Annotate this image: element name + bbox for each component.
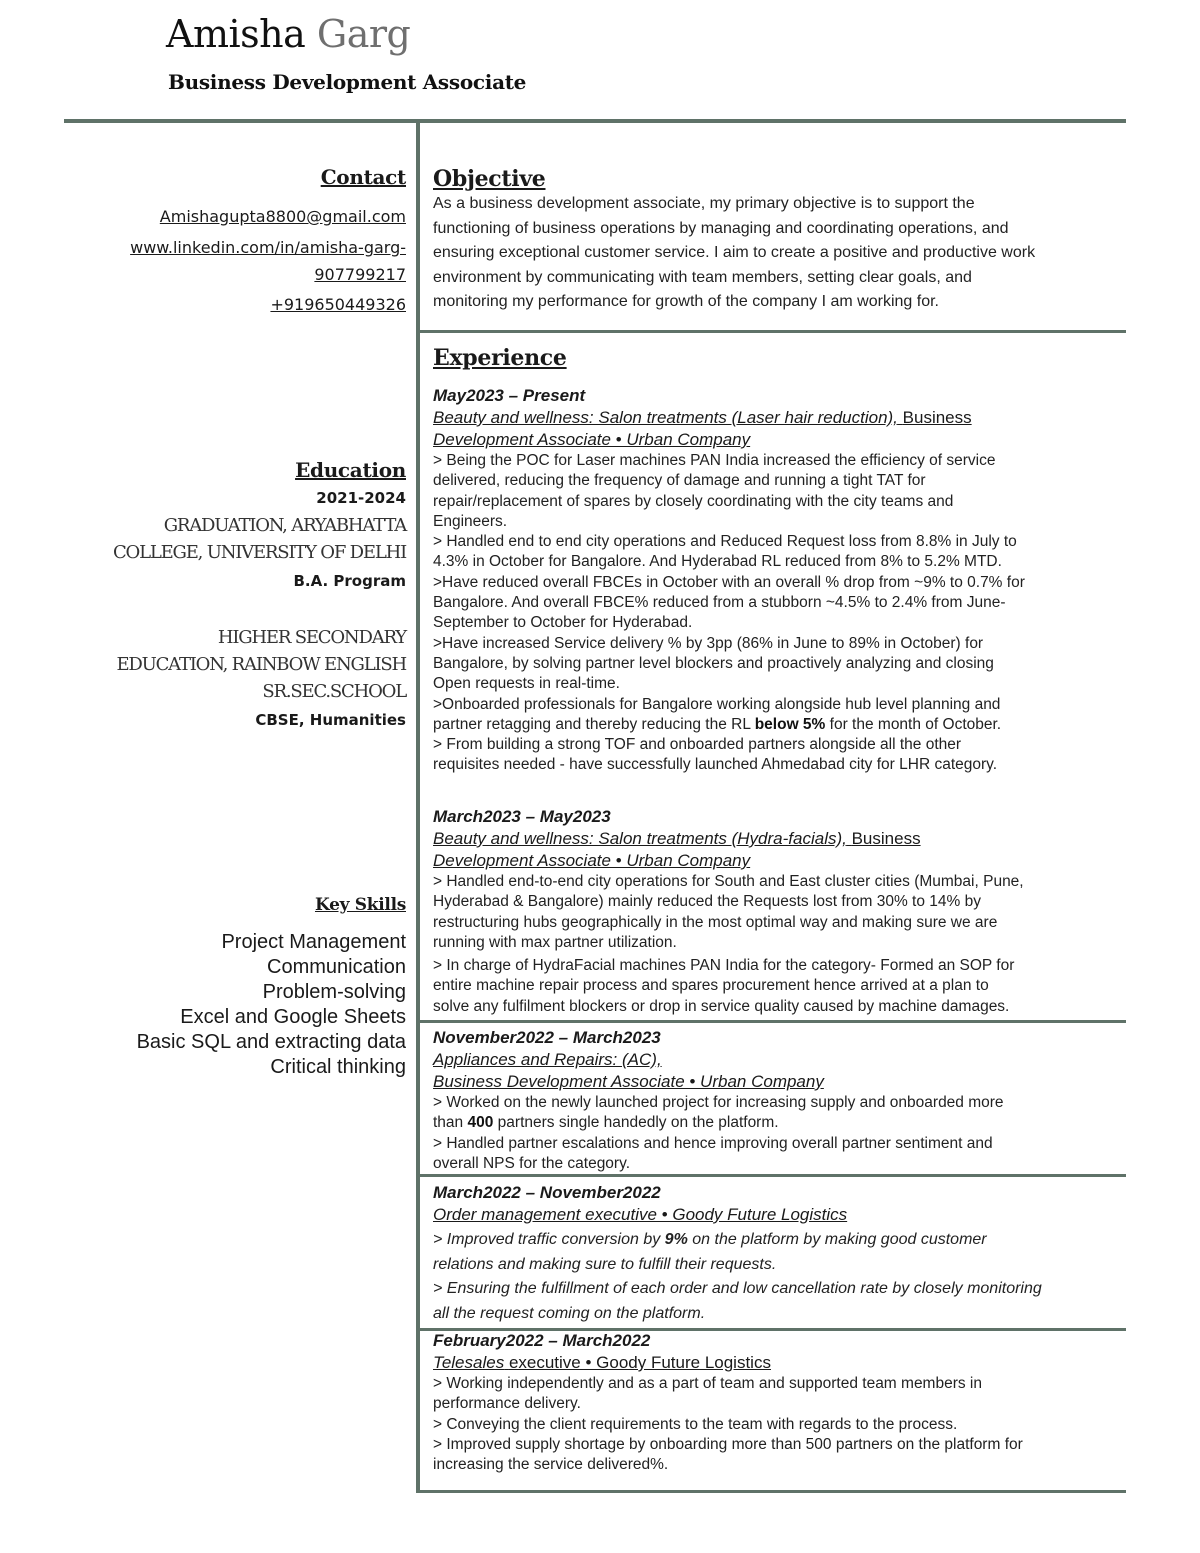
job-detail-line: September to October for Hyderabad. xyxy=(433,614,693,632)
job-title: Appliances and Repairs: (AC), xyxy=(433,1050,662,1069)
job-date: March2022 – November2022 xyxy=(433,1183,661,1202)
job-detail-line: overall NPS for the category. xyxy=(433,1154,630,1172)
job-title: Order management executive • Goody Future Logistics xyxy=(433,1205,848,1224)
job-date: May2023 – Present xyxy=(433,386,586,405)
job-title xyxy=(433,1352,1117,1374)
section-divider xyxy=(420,1020,1126,1023)
job-detail-line: > Improved supply shortage by onboarding more than 500 partners on the platform for xyxy=(433,1435,1023,1453)
objective-section xyxy=(433,166,1117,315)
last-name: Garg xyxy=(316,12,411,56)
skill-item: Critical thinking xyxy=(270,1056,406,1078)
skill-item: Basic SQL and extracting data xyxy=(136,1031,406,1053)
job-detail-line: repair/replacement of spares by closely coordinating with the city teams and xyxy=(433,492,954,510)
job-detail-line: requisites needed - have successfully launched Ahmedabad city for LHR category. xyxy=(433,756,998,774)
job-detail-line xyxy=(433,1113,1117,1133)
contact-heading: Contact xyxy=(320,165,406,189)
school-line: EDUCATION, RAINBOW ENGLISH xyxy=(116,654,406,675)
detail-text: partners single handedly on the platform. xyxy=(497,1114,779,1132)
job-detail-line: all the request coming on the platform. xyxy=(433,1304,706,1322)
header-divider xyxy=(64,119,1126,123)
column-divider xyxy=(416,123,420,1493)
job-entry xyxy=(433,1027,1117,1174)
job-detail-line: > Conveying the client requirements to the team with regards to the process. xyxy=(433,1415,958,1433)
college-line: COLLEGE, UNIVERSITY OF DELHI xyxy=(112,542,406,563)
job-entry xyxy=(433,1182,1117,1326)
job-detail-line: > Ensuring the fulfillment of each order and low cancellation rate by closely monitoring xyxy=(433,1280,1042,1297)
job-detail-line: > In charge of HydraFacial machines PAN India for the category- Formed an SOP for xyxy=(433,957,1015,975)
detail-text: for the month of October. xyxy=(829,715,1002,733)
school-line: SR.SEC.SCHOOL xyxy=(262,681,406,702)
job-detail-line: delivered, reducing the frequency of damage and running a tight TAT for xyxy=(433,472,926,490)
job-entry xyxy=(433,1330,1117,1475)
section-divider xyxy=(420,330,1126,333)
objective-line: monitoring my performance for growth of the company I am working for. xyxy=(433,293,939,310)
contact-section xyxy=(60,165,406,318)
job-detail-line: Engineers. xyxy=(433,512,508,530)
job-date: March2023 – May2023 xyxy=(433,807,611,826)
job-detail-line xyxy=(433,1228,1117,1253)
objective-line: environment by communicating with team members, setting clear goals, and xyxy=(433,268,972,286)
objective-line: As a business development associate, my primary objective is to support the xyxy=(433,195,975,212)
education-year: 2021-2024 xyxy=(316,489,406,507)
degree: B.A. Program xyxy=(293,572,406,590)
job-detail-line: > From building a strong TOF and onboarded partners alongside all the other xyxy=(433,736,962,754)
job-detail-line: restructuring hubs geographically in the most optimal way and making sure we are xyxy=(433,913,998,931)
job-detail-line: performance delivery. xyxy=(433,1395,581,1413)
candidate-name xyxy=(166,12,410,58)
detail-highlight: below 5% xyxy=(754,715,826,733)
detail-highlight: 9% xyxy=(664,1231,688,1248)
phone-number xyxy=(60,291,406,318)
job-title-cont: Development Associate • Urban Company xyxy=(433,430,751,449)
bottom-divider xyxy=(416,1490,1126,1493)
job-title-part: Business xyxy=(851,829,921,848)
experience-heading: Experience xyxy=(433,345,567,371)
job-detail-line: >Have reduced overall FBCEs in October with an overall % drop from ~9% to 0.7% for xyxy=(433,573,1025,591)
college-line: GRADUATION, ARYABHATTA xyxy=(163,515,406,536)
job-detail-line: 4.3% in October for Bangalore. And Hyderabad RL reduced from 8% to 5.2% MTD. xyxy=(433,553,1002,571)
job-title-part: Beauty and wellness: Salon treatments (Laser hair reduction), xyxy=(433,408,898,427)
job-detail-line: > Handled end-to-end city operations for South and East cluster cities (Mumbai, Pune, xyxy=(433,873,1024,890)
email-link[interactable]: Amishagupta8800@gmail.com xyxy=(159,207,406,226)
job-title-part: executive • Goody Future Logistics xyxy=(508,1353,771,1372)
detail-text: on the platform by making good customer xyxy=(692,1231,987,1248)
school-line: HIGHER SECONDARY xyxy=(217,627,406,648)
skill-item: Communication xyxy=(267,956,406,978)
linkedin-link[interactable]: www.linkedin.com/in/amisha-garg- xyxy=(130,238,406,257)
job-detail-line: > Handled end to end city operations and Reduced Request loss from 8.8% in July to xyxy=(433,533,1017,551)
job-detail-line: > Worked on the newly launched project for increasing supply and onboarded more xyxy=(433,1094,1004,1111)
job-detail-line: >Onboarded professionals for Bangalore working alongside hub level planning and xyxy=(433,695,1001,713)
job-detail-line: Bangalore, by solving partner level blockers and proactively analyzing and closing xyxy=(433,654,994,672)
job-detail-line: solve any fulfilment blockers or drop in service quality caused by machine damages. xyxy=(433,997,1010,1015)
job-title xyxy=(433,828,1117,850)
job-title-part: Beauty and wellness: Salon treatments (Hydra-facials), xyxy=(433,829,847,848)
skill-item: Project Management xyxy=(221,931,406,953)
linkedin-link-cont[interactable]: 907799217 xyxy=(314,265,406,284)
job-detail-line: > Being the POC for Laser machines PAN India increased the efficiency of service xyxy=(433,452,996,469)
section-divider xyxy=(420,1174,1126,1177)
job-title-part: Business xyxy=(902,408,972,427)
detail-text: partner retagging and thereby reducing the RL xyxy=(433,715,751,733)
job-detail-line: entire machine repair process and spares procurement hence arrived at a plan to xyxy=(433,977,989,995)
job-title-cont: Development Associate • Urban Company xyxy=(433,851,751,870)
stream: CBSE, Humanities xyxy=(255,711,406,729)
first-name: Amisha xyxy=(166,12,306,56)
skills-section xyxy=(60,895,406,1080)
detail-text: > Improved traffic conversion by xyxy=(433,1231,661,1248)
job-entry xyxy=(433,385,1117,776)
job-title xyxy=(433,407,1117,429)
job-detail-line: > Working independently and as a part of team and supported team members in xyxy=(433,1375,982,1392)
detail-highlight: 400 xyxy=(467,1114,494,1132)
job-title-part: Telesales xyxy=(433,1353,505,1372)
skill-item: Excel and Google Sheets xyxy=(180,1006,406,1028)
job-detail-line xyxy=(433,715,1117,735)
job-detail-line: > Handled partner escalations and hence improving overall partner sentiment and xyxy=(433,1134,993,1152)
education-section xyxy=(60,458,406,735)
experience-section xyxy=(433,345,1117,776)
job-date: February2022 – March2022 xyxy=(433,1331,651,1350)
phone-text: +919650449326 xyxy=(270,295,406,314)
job-detail-line: running with max partner utilization. xyxy=(433,933,677,951)
job-detail-line: >Have increased Service delivery % by 3pp (86% in June to 89% in October) for xyxy=(433,634,984,652)
job-detail-line: Open requests in real-time. xyxy=(433,675,620,693)
objective-heading: Objective xyxy=(433,166,546,192)
job-title-cont: Business Development Associate • Urban Company xyxy=(433,1072,824,1091)
job-detail-line: Hyderabad & Bangalore) mainly reduced the Requests lost from 30% to 14% by xyxy=(433,893,981,911)
job-detail-line: Bangalore. And overall FBCE% reduced from a stubborn ~4.5% to 2.4% from June- xyxy=(433,594,1006,612)
job-entry xyxy=(433,806,1117,1017)
job-date: November2022 – March2023 xyxy=(433,1028,661,1047)
skills-heading: Key Skills xyxy=(314,895,406,915)
job-role: Business Development Associate xyxy=(168,70,527,94)
objective-line: functioning of business operations by managing and coordinating operations, and xyxy=(433,219,1009,237)
objective-line: ensuring exceptional customer service. I aim to create a positive and productive work xyxy=(433,244,1036,261)
skill-item: Problem-solving xyxy=(262,981,406,1003)
detail-text: than xyxy=(433,1114,464,1132)
job-detail-line: relations and making sure to fulfill their requests. xyxy=(433,1255,777,1273)
education-heading: Education xyxy=(295,458,406,482)
job-detail-line: increasing the service delivered%. xyxy=(433,1456,669,1474)
